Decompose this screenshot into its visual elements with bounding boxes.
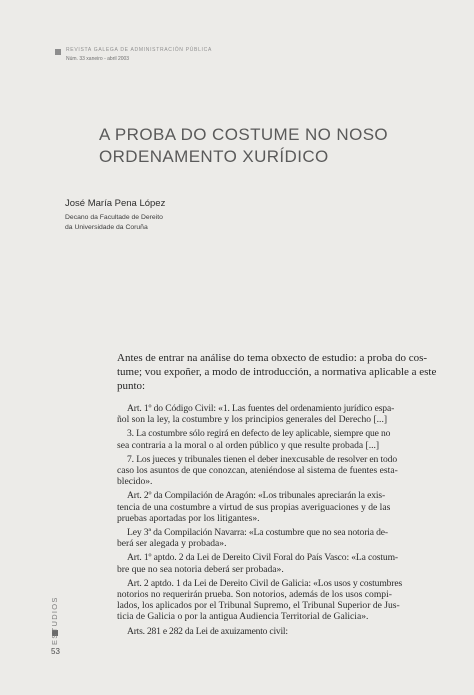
paragraph-line: bre que no sea notoria deberá ser probada». [117,563,284,575]
paragraph-line: berá ser alegada y probada». [117,538,227,550]
intro-line: punto: [117,380,146,392]
body-paragraph [117,428,439,450]
journal-name: REVISTA GALEGA DE ADMINISTRACIÓN PÚBLICA [66,47,212,53]
body-paragraph [117,527,439,549]
body-paragraph [117,403,439,425]
paragraph-line: pruebas aportadas por los litigantes». [117,512,260,524]
paragraph-line: blecido». [117,476,153,488]
intro-line: Antes de entrar na análise do tema obxecto de estudio: a proba do cos- [117,352,428,364]
paragraph-line: Art. 1º do Código Civil: «1. Las fuentes del ordenamiento jurídico espa- [127,403,395,414]
body-paragraph [117,626,439,637]
intro-paragraph [117,351,439,393]
section-label: ESTUDIOS [50,596,59,645]
intro-line: tume; vou expoñer, a modo de introducción, a normativa aplicable a este [117,366,437,378]
page-number: 53 [51,647,60,656]
paragraph-line: Arts. 281 e 282 da Lei de axuizamento civil: [127,625,288,637]
article-title-line: ORDENAMENTO XURÍDICO [99,147,329,166]
paragraph-line: ticia de Galicia o por la antigua Audiencia Territorial de Galicia». [117,611,369,623]
article-title-line: A PROBA DO COSTUME NO NOSO [99,125,389,144]
body-paragraph [117,578,439,623]
paragraph-line: Art. 2 aptdo. 1 da Lei de Dereito Civil de Galicia: «Los usos y costumbres [127,577,403,589]
body-paragraph [117,552,439,574]
paragraph-line: tencia de una costumbre a virtud de sus propias averiguaciones y de las [117,501,391,513]
paragraph-line: caso los asuntos de que conozcan, ateniéndose al sistema de fuentes esta- [117,465,398,477]
paragraph-line: Art. 1º aptdo. 2 da Lei de Dereito Civil Foral do País Vasco: «La costum- [127,552,398,564]
paragraph-line: 7. Los jueces y tribunales tienen el deber inexcusable de resolver en todo [127,453,397,465]
article-body [117,351,439,640]
paragraph-line: 3. La costumbre sólo regirá en defecto de ley aplicable, siempre que no [127,428,391,440]
author-name: José María Pena López [65,198,166,209]
author-affiliation [65,213,163,233]
paragraph-line: lados, los aplicados por el Tribunal Supremo, el Tribunal Superior de Jus- [117,600,400,612]
paragraph-line: ñol son la ley, la costumbre y los principios generales del Derecho [...] [117,414,388,426]
paragraph-line: Ley 3ª da Compilación Navarra: «La costumbre que no sea notoria de- [127,527,388,539]
body-paragraph [117,454,439,488]
journal-marker-square [55,49,61,55]
article-title [99,124,429,168]
paragraph-line: sea contraria a la moral o al orden público y que resulte probada [...] [117,439,380,451]
citation-paragraphs [117,403,439,637]
paragraph-line: Art. 2º da Compilación de Aragón: «Los tribunales apreciarán la exis- [127,490,386,502]
body-paragraph [117,490,439,524]
affiliation-line: da Universidade da Coruña [65,224,148,231]
issue-info: Núm. 33 xaneiro - abril 2003 [66,56,130,62]
affiliation-line: Decano da Facultade de Dereito [65,214,163,221]
paragraph-line: notorios no requerirán prueba. Son notorios, además de los usos compi- [117,589,392,601]
